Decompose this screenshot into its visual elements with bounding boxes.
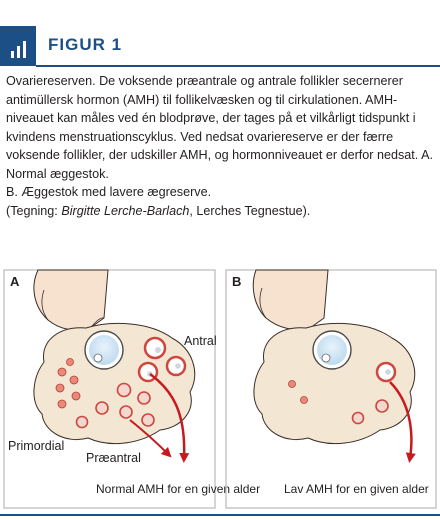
ovary-diagram [0, 262, 440, 512]
header-divider [36, 65, 440, 67]
label-primordial: Primordial [8, 439, 65, 453]
bottom-divider [0, 514, 440, 516]
bar-chart-icon [0, 26, 36, 66]
panel-a [4, 270, 260, 508]
hand-illustration-b [253, 270, 328, 330]
caption-credit: (Tegning: Birgitte Lerche-Barlach, Lerches Tegnestue). [6, 203, 311, 218]
illustrator-name: Birgitte Lerche-Barlach [61, 203, 190, 218]
figure-header [0, 26, 440, 66]
result-label-a: Normal AMH for en given alder [96, 482, 261, 496]
figure-title: FIGUR 1 [48, 35, 123, 54]
panel-b-letter: B [232, 274, 242, 289]
caption-line-b: B. Æggestok med lavere ægreserve. [6, 185, 212, 199]
antral-follicles-b [377, 363, 395, 381]
panel-b [226, 270, 436, 508]
panel-a-letter: A [10, 274, 20, 289]
label-preantral: Præantral [86, 451, 141, 465]
result-label-b: Lav AMH for en given alder [284, 482, 429, 496]
caption-main: Ovariereserven. De voksende præantrale og antrale follikler secernerer antimüllersk hormon (AMH) til follikelvæsken og til cirkulationen. AMH-niveauet kan måles ved én blodprøve, der tages på et vilkårligt tidspunkt i kvindens menstruationscyklus. Ved nedsat ovariereserve er der færre voksende follikler, der udskiller AMH, og hormonniveauet er derfor nedsat. A. Normal æggestok. [6, 74, 434, 181]
figure-caption [6, 72, 436, 220]
label-antral: Antral [184, 334, 217, 348]
